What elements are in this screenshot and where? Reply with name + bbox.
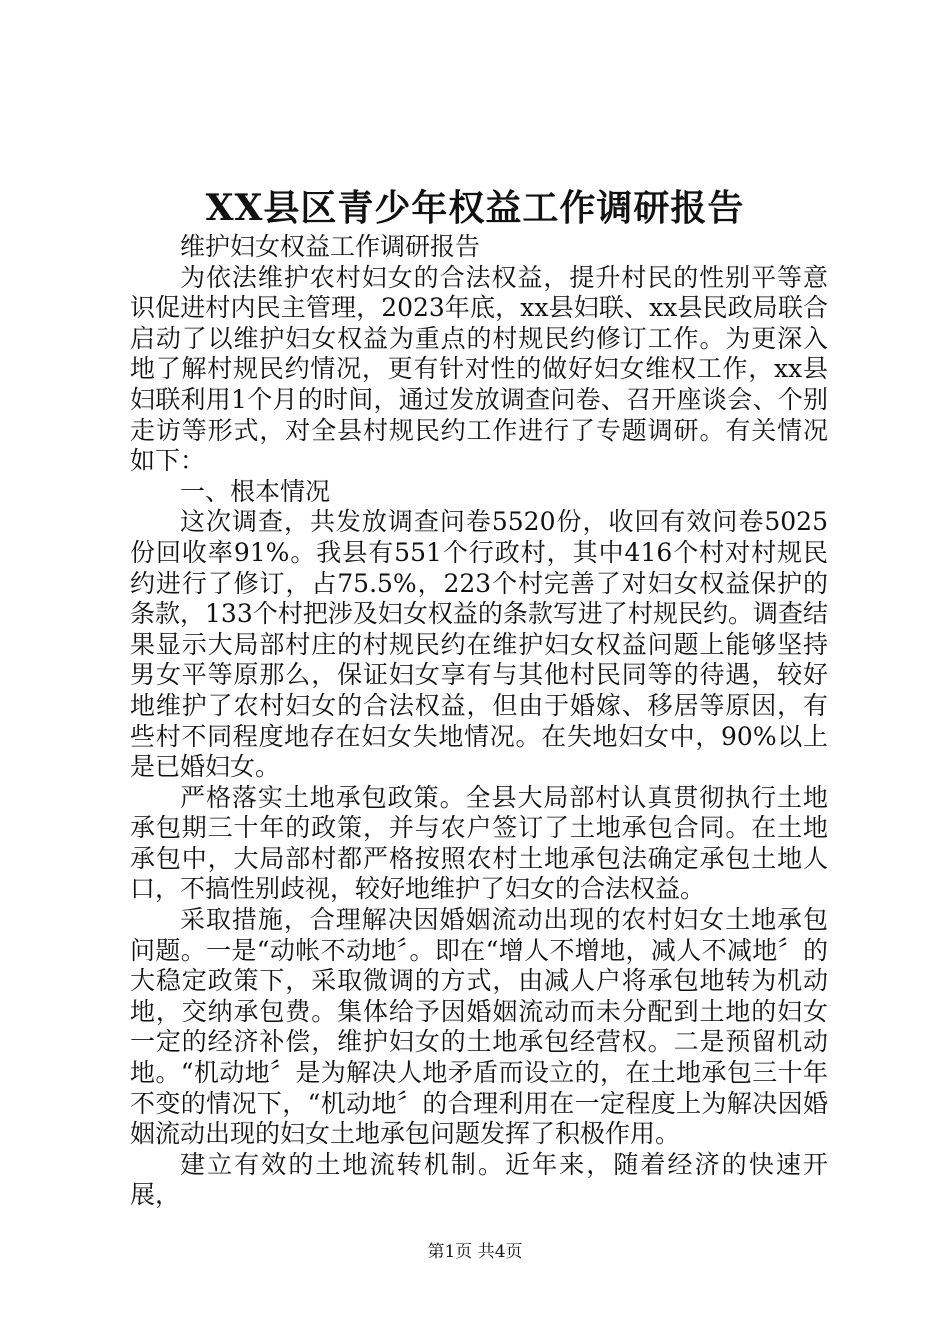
paragraph-survey-results: 这次调查，共发放调查问卷5520份，收回有效问卷5025份回收率91%。我县有551个行政村，其中416个村对村规民约进行了修订，占75.5%，223个村完善了对妇女权益保护的条款，133个村把涉及妇女权益的条款写进了村规民约。调查结果显示大局部村庄的村规民约在维护妇女权益问题上能够坚持男女平等原那么，保证妇女享有与其他村民同等的待遇，较好地维护了农村妇女的合法权益，但由于婚嫁、移居等原因，有些村不同程度地存在妇女失地情况。在失地妇女中，90%以上是已婚妇女。 <box>130 507 828 782</box>
paragraph-measures: 采取措施，合理解决因婚姻流动出现的农村妇女土地承包问题。一是“动帐不动地〞。即在“增人不增地，减人不减地〞的大稳定政策下，采取微调的方式，由减人户将承包地转为机动地，交纳承包费。集体给予因婚姻流动而未分配到土地的妇女一定的经济补偿，维护妇女的土地承包经营权。二是预留机动地。“机动地〞是为解决人地矛盾而设立的，在土地承包三十年不变的情况下，“机动地〞的合理利用在一定程度上为解决因婚姻流动出现的妇女土地承包问题发挥了积极作用。 <box>130 905 828 1149</box>
paragraph-land-transfer: 建立有效的土地流转机制。近年来，随着经济的快速开展， <box>130 1149 828 1210</box>
document-body <box>130 232 828 1211</box>
page-footer: 第1页 共4页 <box>427 1242 523 1262</box>
section-heading-basic-situation: 一、根本情况 <box>180 476 331 506</box>
paragraph-land-contract-policy: 严格落实土地承包政策。全县大局部村认真贯彻执行土地承包期三十年的政策，并与农户签订了土地承包合同。在土地承包中，大局部村都严格按照农村土地承包法确定承包土地人口，不搞性别歧视，较好地维护了妇女的合法权益。 <box>130 782 828 904</box>
paragraph-subtitle: 维护妇女权益工作调研报告 <box>180 232 481 261</box>
paragraph-intro: 为依法维护农村妇女的合法权益，提升村民的性别平等意识促进村内民主管理，2023年底，xx县妇联、xx县民政局联合启动了以维护妇女权益为重点的村规民约修订工作。为更深入地了解村规民约情况，更有针对性的做好妇女维权工作，xx县妇联利用1个月的时间，通过发放调查问卷、召开座谈会、个别走访等形式，对全县村规民约工作进行了专题调研。有关情况如下： <box>130 262 828 476</box>
document-title: XX县区青少年权益工作调研报告 <box>205 187 745 229</box>
